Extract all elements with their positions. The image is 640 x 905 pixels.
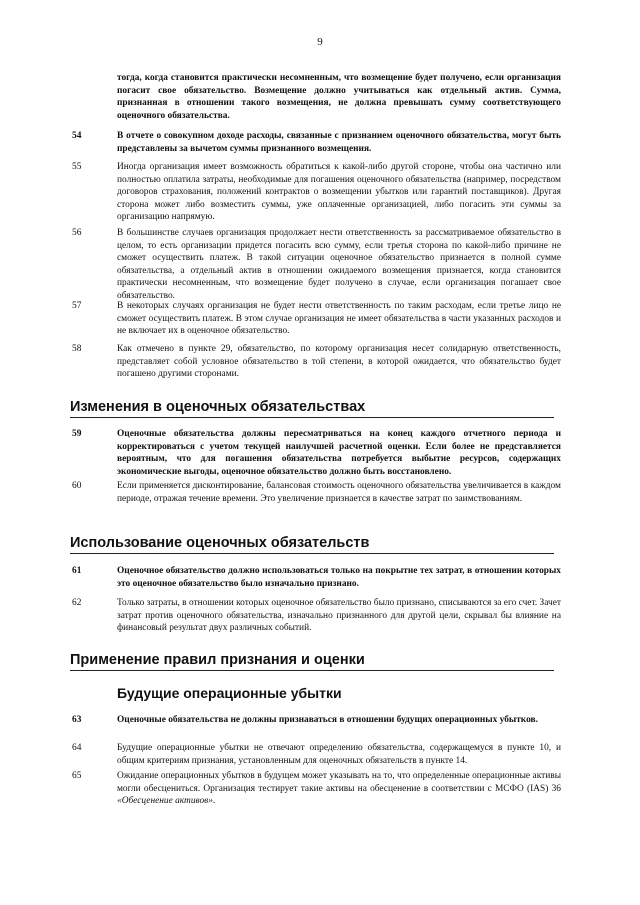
paragraph-number: 65	[72, 771, 82, 781]
paragraph-text: Только затраты, в отношении которых оценочное обязательство было признано, списываются за его счет. Зачет затрат против оценочного обязательства, изначально признанного для другой цели, скрывал бы влияние на финансовый результат двух различных событий.	[117, 598, 561, 634]
paragraph-number: 54	[72, 131, 82, 141]
subsection-heading: Будущие операционные убытки	[117, 685, 342, 701]
paragraph-56	[72, 227, 561, 303]
paragraph-54	[72, 130, 561, 155]
paragraph-text: Будущие операционные убытки не отвечают определению обязательства, содержащемуся в пункте 10, и общим критериям признания, установленным для оценочных обязательств в пункте 14.	[117, 743, 561, 766]
section-heading: Использование оценочных обязательств	[70, 535, 554, 554]
paragraph-text-end: .	[212, 796, 216, 807]
paragraph-text-main: Ожидание операционных убытков в будущем может указывать на то, что определенные операционные активы могли обесцениться. Организация тестирует такие активы на обесценение в соответствии с МСФО (IAS) 36	[117, 771, 561, 794]
section-heading: Применение правил признания и оценки	[70, 652, 554, 671]
paragraph-text: Если применяется дисконтирование, балансовая стоимость оценочного обязательства увеличивается в каждом периоде, отражая течение времени. Это увеличение признается в качестве затрат по заимствованиям.	[117, 481, 561, 504]
paragraph-text: В отчете о совокупном доходе расходы, связанные с признанием оценочного обязательства, могут быть представлены за вычетом суммы признанного возмещения.	[117, 131, 561, 154]
paragraph-number: 64	[72, 743, 82, 753]
paragraph-64	[72, 742, 561, 767]
paragraph-number: 55	[72, 162, 82, 172]
paragraph-62	[72, 597, 561, 635]
paragraph-number: 59	[72, 429, 82, 439]
paragraph-60	[72, 480, 561, 505]
paragraph-65	[72, 770, 561, 808]
paragraph-text	[117, 770, 561, 808]
paragraph-number: 63	[72, 715, 82, 725]
paragraph-text: В некоторых случаях организация не будет нести ответственность по таким расходам, если третье лицо не сможет осуществить платеж. В этом случае организация не имеет обязательства в части указанных расходов и не включает их в оценочное обязательство.	[117, 301, 561, 337]
paragraph-61	[72, 565, 561, 590]
standard-title: «Обесценение активов»	[117, 796, 213, 807]
paragraph-text: В большинстве случаев организация продолжает нести ответственность за рассматриваемое обязательство в целом, то есть организации придется погасить всю сумму, если третья сторона по какой-либо причине не сможет осуществить платеж. В такой ситуации оценочное обязательство признается в полной сумме обязательства, а отдельный актив в отношении ожидаемого возмещения признается, когда становится практически несомненным, что возмещение будет получено в случае, если организация погашает свое обязательство.	[117, 228, 561, 301]
paragraph-58	[72, 343, 561, 381]
paragraph-continuation: тогда, когда становится практически несомненным, что возмещение будет получено, если организация погасит свое обязательство. Возмещение должно учитываться как отдельный актив. Сумма, признанная в отношении такого возмещения, не должна превышать сумму соответствующего оценочного обязательства.	[117, 73, 561, 121]
section-heading: Изменения в оценочных обязательствах	[70, 399, 554, 418]
paragraph-55	[72, 161, 561, 224]
paragraph-number: 57	[72, 301, 82, 311]
page-number: 9	[317, 36, 323, 48]
paragraph-59	[72, 428, 561, 478]
paragraph-text: Оценочное обязательство должно использоваться только на покрытие тех затрат, в отношении которых это оценочное обязательство было изначально признано.	[117, 566, 561, 589]
paragraph-text: Оценочные обязательства не должны признаваться в отношении будущих операционных убытков.	[117, 715, 538, 725]
paragraph-number: 60	[72, 481, 82, 491]
paragraph-text: Оценочные обязательства должны пересматриваться на конец каждого отчетного периода и корректироваться с учетом текущей наилучшей расчетной оценки. Если более не представляется вероятным, что для погашения обязательства потребуется выбытие ресурсов, содержащих экономические выгоды, оценочное обязательство должно быть восстановлено.	[117, 429, 561, 477]
paragraph-number: 62	[72, 598, 82, 608]
paragraph-text: Как отмечено в пункте 29, обязательство, по которому организация несет солидарную ответственность, представляет собой условное обязательство в той степени, в которой ожидается, что обязательство будет погашено другими сторонами.	[117, 344, 561, 380]
paragraph-63	[72, 714, 561, 727]
paragraph-number: 58	[72, 344, 82, 354]
paragraph-number: 61	[72, 566, 82, 576]
paragraph-number: 56	[72, 228, 82, 238]
paragraph-57	[72, 300, 561, 338]
paragraph-text: Иногда организация имеет возможность обратиться к какой-либо другой стороне, чтобы она частично или полностью оплатила затраты, необходимые для погашения оценочного обязательства (например, посредством договоров страхования, положений контрактов о возмещении убытков или гарантий поставщиков). Другая сторона может либо возместить суммы, уже оплаченные организацией, либо погасить эти суммы за организацию напрямую.	[117, 162, 561, 223]
